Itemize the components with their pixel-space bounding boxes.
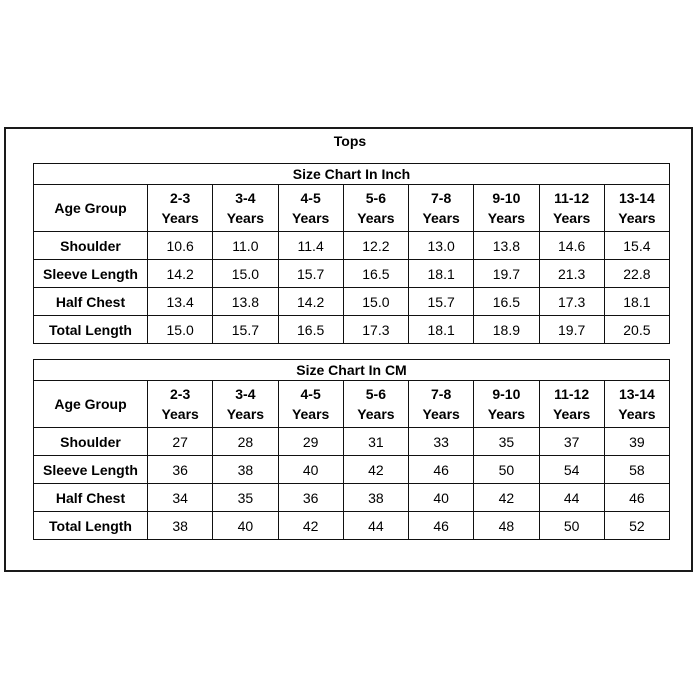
age-unit: Years	[422, 210, 460, 226]
measurement-cell: 35	[213, 484, 278, 512]
table-row	[34, 456, 670, 484]
table-row	[34, 288, 670, 316]
measurement-cell: 36	[148, 456, 213, 484]
measurement-cell: 13.4	[148, 288, 213, 316]
measurement-cell: 15.7	[278, 260, 343, 288]
age-range: 11-12	[554, 386, 590, 402]
measurement-cell: 34	[148, 484, 213, 512]
age-range: 13-14	[618, 190, 655, 206]
age-range: 13-14	[618, 386, 655, 402]
table-row	[34, 428, 670, 456]
measurement-cell: 14.2	[148, 260, 213, 288]
measurement-cell: 31	[343, 428, 408, 456]
measurement-cell: 42	[343, 456, 408, 484]
measurement-cell: 19.7	[474, 260, 539, 288]
caption-row	[34, 360, 670, 381]
measurement-cell: 13.8	[474, 232, 539, 260]
row-label: Half Chest	[34, 288, 148, 316]
age-range: 11-12	[554, 190, 590, 206]
measurement-cell: 15.4	[604, 232, 669, 260]
measurement-cell: 15.7	[213, 316, 278, 344]
row-label: Shoulder	[34, 428, 148, 456]
age-group-header: Age Group	[34, 185, 148, 232]
measurement-cell: 42	[474, 484, 539, 512]
age-column-header	[343, 185, 408, 232]
age-unit: Years	[161, 210, 199, 226]
measurement-cell: 37	[539, 428, 604, 456]
age-unit: Years	[161, 406, 199, 422]
measurement-cell: 39	[604, 428, 669, 456]
table-row	[34, 232, 670, 260]
row-label: Total Length	[34, 512, 148, 540]
age-column-header	[539, 381, 604, 428]
measurement-cell: 46	[409, 512, 474, 540]
measurement-cell: 44	[343, 512, 408, 540]
age-range: 4-5	[300, 386, 321, 402]
measurement-cell: 14.6	[539, 232, 604, 260]
age-range: 7-8	[431, 386, 452, 402]
measurement-cell: 15.0	[343, 288, 408, 316]
size-chart-cm-table	[33, 359, 670, 540]
age-column-header	[343, 381, 408, 428]
measurement-cell: 16.5	[474, 288, 539, 316]
measurement-cell: 28	[213, 428, 278, 456]
age-column-header	[213, 381, 278, 428]
measurement-cell: 19.7	[539, 316, 604, 344]
table-row	[34, 260, 670, 288]
age-column-header	[539, 185, 604, 232]
measurement-cell: 18.1	[409, 260, 474, 288]
age-unit: Years	[226, 210, 265, 226]
measurement-cell: 13.0	[409, 232, 474, 260]
measurement-cell: 18.9	[474, 316, 539, 344]
measurement-cell: 21.3	[539, 260, 604, 288]
age-range: 4-5	[300, 190, 321, 206]
table-caption: Size Chart In CM	[34, 360, 670, 381]
header-row	[34, 185, 670, 232]
measurement-cell: 38	[148, 512, 213, 540]
measurement-cell: 50	[474, 456, 539, 484]
table-row	[34, 316, 670, 344]
page-title: Tops	[333, 133, 367, 149]
measurement-cell: 29	[278, 428, 343, 456]
age-column-header	[148, 381, 213, 428]
measurement-cell: 40	[409, 484, 474, 512]
measurement-cell: 15.0	[213, 260, 278, 288]
measurement-cell: 18.1	[409, 316, 474, 344]
age-column-header	[474, 185, 539, 232]
measurement-cell: 33	[409, 428, 474, 456]
table-caption: Size Chart In Inch	[34, 164, 670, 185]
caption-row	[34, 164, 670, 185]
measurement-cell: 38	[213, 456, 278, 484]
measurement-cell: 11.0	[213, 232, 278, 260]
age-unit: Years	[552, 210, 591, 226]
age-unit: Years	[357, 406, 395, 422]
age-unit: Years	[226, 406, 265, 422]
measurement-cell: 18.1	[604, 288, 669, 316]
age-column-header	[409, 185, 474, 232]
measurement-cell: 22.8	[604, 260, 669, 288]
age-unit: Years	[357, 210, 395, 226]
measurement-cell: 40	[278, 456, 343, 484]
measurement-cell: 12.2	[343, 232, 408, 260]
measurement-cell: 15.0	[148, 316, 213, 344]
age-range: 9-10	[492, 386, 521, 402]
measurement-cell: 52	[604, 512, 669, 540]
age-column-header	[278, 185, 343, 232]
measurement-cell: 54	[539, 456, 604, 484]
measurement-cell: 48	[474, 512, 539, 540]
measurement-cell: 36	[278, 484, 343, 512]
measurement-cell: 16.5	[278, 316, 343, 344]
age-unit: Years	[618, 406, 656, 422]
measurement-cell: 20.5	[604, 316, 669, 344]
age-column-header	[278, 381, 343, 428]
age-unit: Years	[487, 210, 526, 226]
measurement-cell: 44	[539, 484, 604, 512]
age-unit: Years	[291, 210, 330, 226]
measurement-cell: 14.2	[278, 288, 343, 316]
measurement-cell: 13.8	[213, 288, 278, 316]
age-column-header	[604, 185, 669, 232]
measurement-cell: 17.3	[539, 288, 604, 316]
age-unit: Years	[552, 406, 591, 422]
age-range: 5-6	[365, 386, 386, 402]
age-group-header: Age Group	[34, 381, 148, 428]
row-label: Sleeve Length	[34, 456, 148, 484]
size-chart-inch-table	[33, 163, 670, 344]
measurement-cell: 42	[278, 512, 343, 540]
age-column-header	[409, 381, 474, 428]
measurement-cell: 46	[409, 456, 474, 484]
measurement-cell: 58	[604, 456, 669, 484]
measurement-cell: 46	[604, 484, 669, 512]
row-label: Sleeve Length	[34, 260, 148, 288]
age-unit: Years	[487, 406, 526, 422]
age-range: 9-10	[492, 190, 521, 206]
header-row	[34, 381, 670, 428]
measurement-cell: 11.4	[278, 232, 343, 260]
measurement-cell: 50	[539, 512, 604, 540]
age-unit: Years	[422, 406, 460, 422]
age-column-header	[213, 185, 278, 232]
measurement-cell: 27	[148, 428, 213, 456]
measurement-cell: 17.3	[343, 316, 408, 344]
age-range: 2-3	[170, 190, 191, 206]
measurement-cell: 15.7	[409, 288, 474, 316]
table-row	[34, 512, 670, 540]
age-column-header	[474, 381, 539, 428]
measurement-cell: 40	[213, 512, 278, 540]
age-unit: Years	[618, 210, 656, 226]
age-range: 7-8	[431, 190, 452, 206]
measurement-cell: 10.6	[148, 232, 213, 260]
measurement-cell: 38	[343, 484, 408, 512]
row-label: Shoulder	[34, 232, 148, 260]
age-column-header	[604, 381, 669, 428]
age-column-header	[148, 185, 213, 232]
age-unit: Years	[291, 406, 330, 422]
table-row	[34, 484, 670, 512]
age-range: 2-3	[170, 386, 191, 402]
age-range: 3-4	[235, 190, 256, 206]
age-range: 3-4	[235, 386, 256, 402]
measurement-cell: 35	[474, 428, 539, 456]
row-label: Total Length	[34, 316, 148, 344]
row-label: Half Chest	[34, 484, 148, 512]
age-range: 5-6	[365, 190, 386, 206]
measurement-cell: 16.5	[343, 260, 408, 288]
